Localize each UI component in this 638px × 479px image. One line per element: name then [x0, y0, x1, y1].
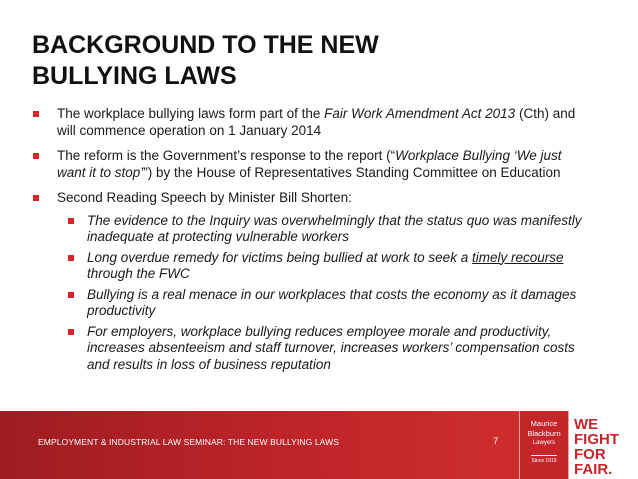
sub-bullet-text: Bullying is a real menace in our workplaces that costs the economy as it damages productivity [87, 286, 577, 318]
logo-fight: FIGHT [574, 431, 619, 448]
sub-bullet-marker-icon [68, 329, 74, 335]
logo-for: FOR [574, 446, 606, 463]
sub-bullet-text: through the FWC [87, 266, 190, 281]
logo-since: Since 1919 [531, 455, 556, 467]
sub-bullet-list [57, 213, 590, 374]
sub-bullet-marker-icon [68, 218, 74, 224]
bullet-text: ”) by the House of Representatives Standing Committee on Education [143, 164, 561, 180]
logo-line-2: Blackburn [527, 428, 561, 438]
act-name: Fair Work Amendment Act 2013 [324, 106, 516, 121]
bullet-list [30, 106, 590, 382]
sub-bullet-item [57, 324, 590, 374]
sub-bullet-text: The evidence to the Inquiry was overwhelmingly that the status quo was manifestly inadequate at protecting vulnerable workers [87, 212, 582, 244]
bullet-marker-icon [33, 153, 39, 159]
underlined-text: timely recourse [471, 249, 564, 265]
bullet-marker-icon [33, 195, 39, 201]
footer [0, 411, 638, 479]
sub-bullet-text: Long overdue remedy for victims being bullied at work to seek a [87, 249, 472, 265]
title-line-1: BACKGROUND TO THE NEW [32, 31, 379, 59]
bullet-text: The workplace bullying laws form part of the [57, 106, 325, 121]
bullet-text: The reform is the Government’s response to the report (“ [57, 148, 396, 163]
sub-bullet-item [57, 287, 590, 320]
page-number: 7 [493, 436, 499, 447]
sub-bullet-marker-icon [68, 255, 74, 261]
sub-bullet-item [57, 213, 590, 246]
report-name: Workplace Bullying ‘We just want it to stop’ [57, 148, 562, 180]
maurice-blackburn-logo [519, 411, 569, 479]
bullet-text: Second Reading Speech by Minister Bill Shorten: [57, 190, 352, 205]
bullet-item-speech [30, 190, 590, 373]
title-line-2: BULLYING LAWS [32, 62, 237, 90]
logo-we: WE [574, 416, 599, 433]
logo-line-1: Maurice [530, 419, 558, 428]
logo-fair: FAIR. [574, 461, 613, 478]
slide-title [32, 30, 592, 92]
bullet-item-report [30, 148, 590, 181]
we-fight-for-fair-logo [569, 411, 638, 479]
bullet-text: (Cth) and will commence operation on 1 January 2014 [57, 106, 576, 138]
bullet-marker-icon [33, 111, 39, 117]
sub-bullet-marker-icon [68, 292, 74, 298]
sub-bullet-text: For employers, workplace bullying reduces employee morale and productivity, increases absenteeism and staff turnover, increases workers’ compensation costs and results in loss of business reputation [87, 323, 575, 372]
sub-bullet-item [57, 250, 590, 283]
footer-title: EMPLOYMENT & INDUSTRIAL LAW SEMINAR: THE NEW BULLYING LAWS [38, 437, 339, 447]
bullet-item-act [30, 106, 590, 139]
logo-line-3: Lawyers [532, 440, 556, 446]
